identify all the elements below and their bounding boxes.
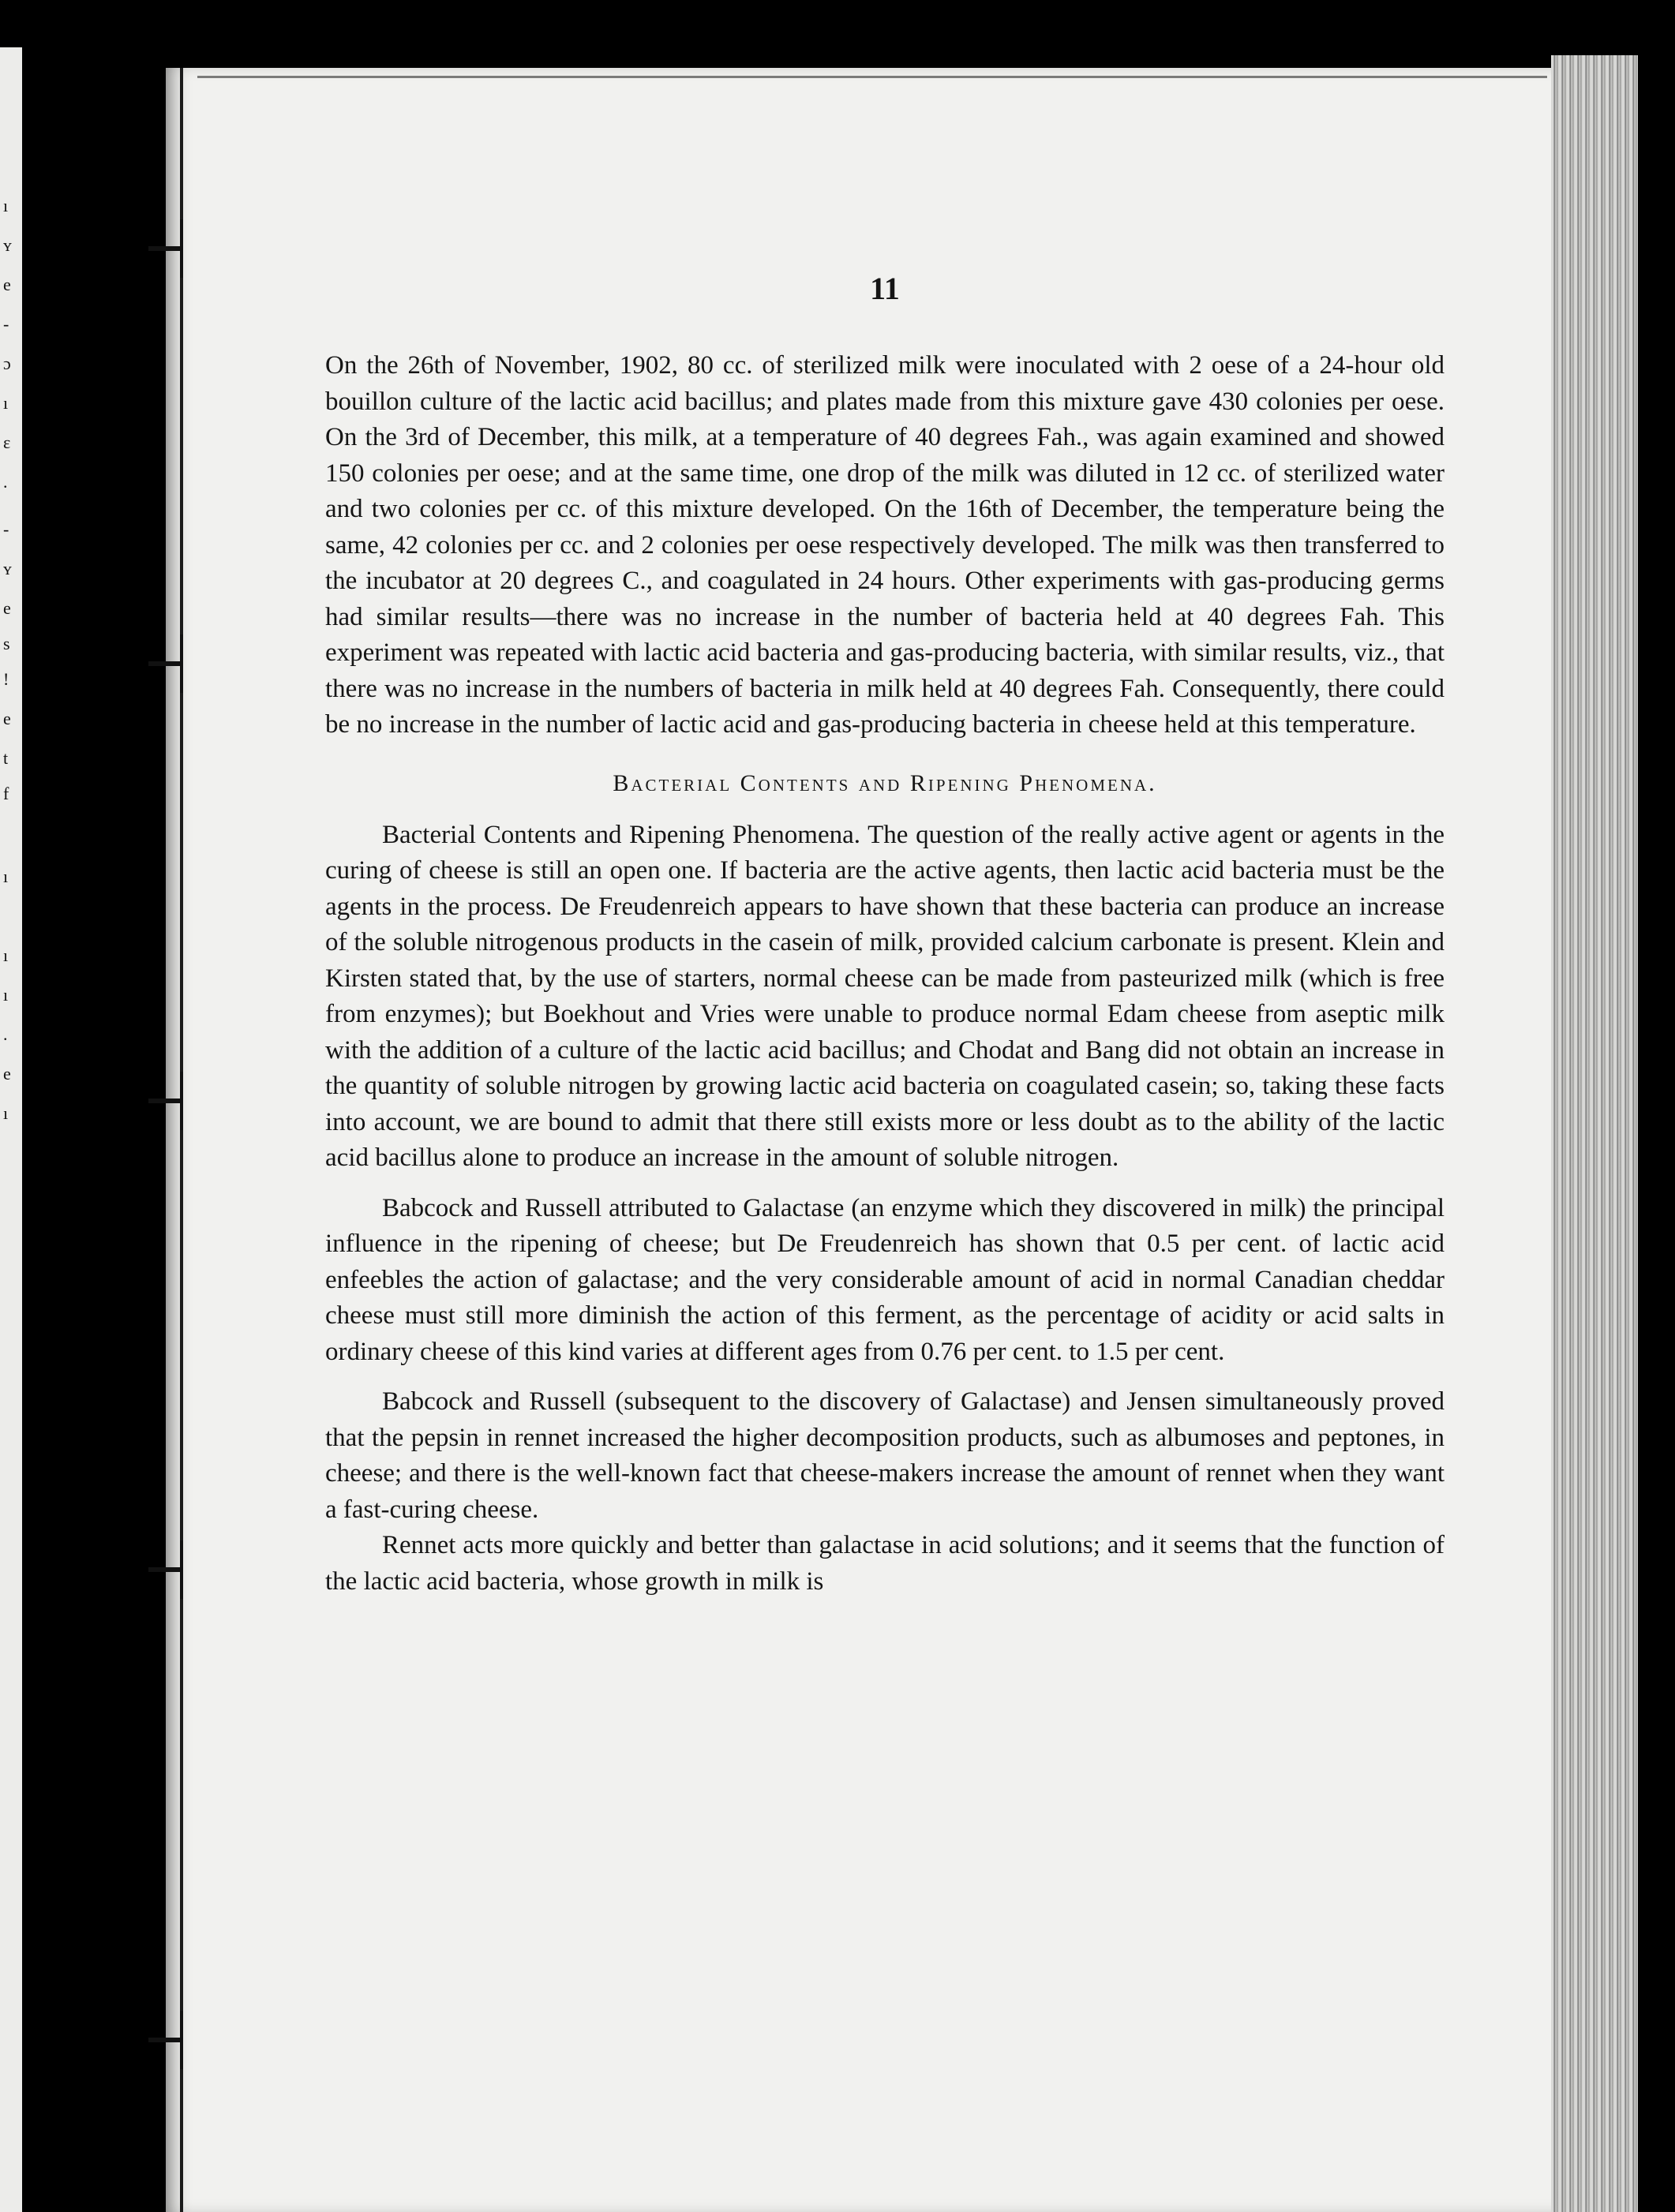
- binding-stitch: [148, 661, 183, 666]
- facing-page-mark: ı: [3, 866, 9, 886]
- page-edges: [1551, 55, 1638, 2212]
- binding-stitch: [148, 1567, 183, 1572]
- paragraph-rennet: Rennet acts more quickly and better than galactase in acid solutions; and it seems that the function of the lactic acid bacteria, whose growth in milk is: [325, 1531, 1445, 1596]
- facing-page-mark: ı: [3, 1103, 9, 1123]
- paragraph-experiment: On the 26th of November, 1902, 80 cc. of sterilized milk were inoculated with 2 oese of a 24-hour old bouillon culture of the lactic acid bacillus; and plates made from this mixture gave 430 colonies per oese. On the 3rd of December, this milk, at a temperature of 40 degrees Fah., was again examined and showed 150 colonies per oese; and at the same time, one drop of the milk was diluted in 12 cc. of sterilized water and two colonies per cc. of this mixture developed. On the 16th of December, the temperature being the same, 42 colonies per cc. and 2 colonies per oese respectively developed. The milk was then transferred to the incubator at 20 degrees C., and coagulated in 24 hours. Other experiments with gas-producing germs had similar results—there was no increase in the number of bacteria held at 40 degrees Fah. This experiment was repeated with lactic acid bacteria and gas-producing bacteria, with similar results, viz., that there was no increase in the numbers of bacteria in milk held at 40 degrees Fah. Consequently, there could be no increase in the number of lactic acid and gas-producing bacteria in cheese held at this temperature.: [325, 351, 1445, 739]
- facing-page-mark: e: [3, 598, 11, 618]
- facing-page-mark: ɛ: [3, 432, 11, 452]
- facing-page-mark: .: [3, 1024, 8, 1044]
- facing-page-mark: e: [3, 709, 11, 728]
- facing-page-mark: s: [3, 634, 10, 653]
- paragraph-pepsin: Babcock and Russell (subsequent to the discovery of Galactase) and Jensen simultaneously proved that the pepsin in rennet increased the higher decomposition products, such as albumoses and peptones, in cheese; and there is the well-known fact that cheese-makers increase the amount of rennet when they want a fast-curing cheese.: [325, 1387, 1445, 1524]
- text-block: [325, 270, 1445, 1600]
- facing-page-mark: -: [3, 314, 9, 334]
- facing-page-edge: [0, 47, 22, 2212]
- facing-page-mark: f: [3, 784, 9, 803]
- facing-page-mark: t: [3, 748, 9, 768]
- facing-page-mark: ı: [3, 196, 9, 215]
- binding-thread: [180, 68, 183, 2212]
- binding-stitch: [148, 1099, 183, 1103]
- paragraph-gap: [325, 1370, 1445, 1384]
- facing-page-mark: e: [3, 1064, 11, 1084]
- page-number: 11: [870, 271, 900, 306]
- binding-stitch: [148, 2038, 183, 2042]
- paragraph-galactase: Babcock and Russell attributed to Galactase (an enzyme which they discovered in milk) the principal influence in the ripening of cheese; but De Freudenreich has shown that 0.5 per cent. of lactic acid enfeebles the action of galactase; and the very considerable amount of acid in normal Canadian cheddar cheese must still more diminish the action of this ferment, as the percentage of acidity or acid salts in ordinary cheese of this kind varies at different ages from 0.76 per cent. to 1.5 per cent.: [325, 1193, 1445, 1366]
- paragraph-bacterial-contents: Bacterial Contents and Ripening Phenomena. The question of the really active agent or agents in the curing of cheese is still an open one. If bacteria are the active agents, then lactic acid bacteria must be the agents in the process. De Freudenreich appears to have shown that these bacteria can produce an increase of the soluble nitrogenous products in the casein of milk, provided calcium carbonate is present. Klein and Kirsten stated that, by the use of starters, normal cheese can be made from pasteurized milk (which is free from enzymes); but Boekhout and Vries were unable to produce normal Edam cheese from aseptic milk with the addition of a culture of the lactic acid bacillus; and Chodat and Bang did not obtain an increase in the quantity of soluble nitrogen by growing lactic acid bacteria on coagulated casein; so, taking these facts into account, we are bound to admit that there still exists more or less doubt as to the ability of the lactic acid bacillus alone to produce an increase in the amount of soluble nitrogen.: [325, 820, 1445, 1172]
- facing-page-mark: ʏ: [3, 559, 12, 578]
- binding-stitch: [148, 246, 183, 251]
- facing-page-mark: -: [3, 519, 9, 539]
- facing-page-mark: ʏ: [3, 235, 12, 255]
- section-heading: Bacterial Contents and Ripening Phenomena.: [613, 769, 1157, 796]
- facing-page-mark: ı: [3, 945, 9, 965]
- facing-page-mark: e: [3, 275, 11, 294]
- facing-page-mark: ɔ: [3, 354, 11, 373]
- facing-page-mark: !: [3, 669, 9, 689]
- facing-page-mark: ı: [3, 393, 9, 413]
- facing-page-mark: ı: [3, 985, 9, 1005]
- facing-page-mark: .: [3, 472, 8, 492]
- paragraph-gap: [325, 1177, 1445, 1191]
- page-top-edge: [197, 76, 1547, 78]
